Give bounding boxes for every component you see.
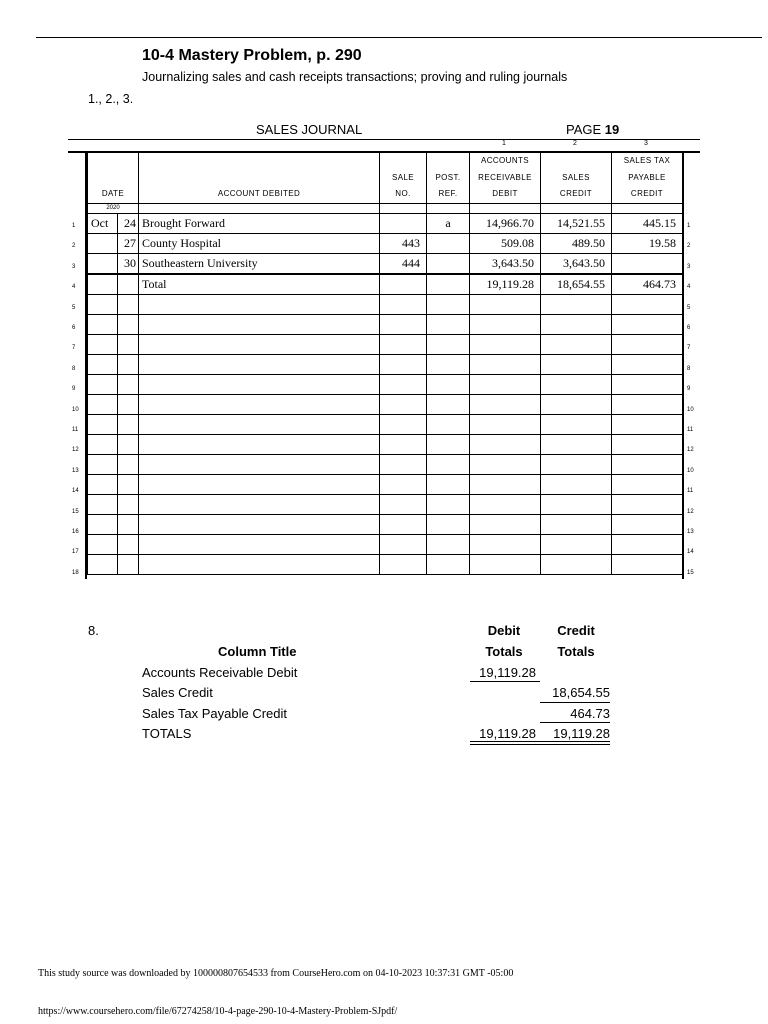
footer-source-note: This study source was downloaded by 100000807654533 from CourseHero.com on 04-10-2023 10:37:31 GMT -05:00 <box>38 968 514 979</box>
header-tax-line1: SALES TAX <box>623 156 671 165</box>
row-number-right: 11 <box>687 488 694 495</box>
row-number-left: 10 <box>72 406 79 413</box>
sales-credit-cell[interactable] <box>541 334 612 354</box>
row-number-right: 13 <box>687 529 694 535</box>
row-number-right: 1 <box>687 223 691 229</box>
ar-debit-cell[interactable] <box>470 314 541 334</box>
debit-header-2: Totals <box>485 644 523 659</box>
sale-no-cell[interactable] <box>380 454 427 474</box>
post-ref-cell[interactable] <box>427 494 470 514</box>
row-number-left: 16 <box>72 529 79 535</box>
column-number-3: 3 <box>644 140 648 147</box>
sales-credit-cell[interactable]: 18,654.55 <box>541 274 612 295</box>
tax-credit-cell[interactable] <box>612 354 683 374</box>
row-number-left: 13 <box>72 467 79 474</box>
sale-no-cell[interactable] <box>380 354 427 374</box>
year-label: 2020 <box>88 203 139 213</box>
summary-label-ar: Accounts Receivable Debit <box>142 665 298 680</box>
post-ref-cell[interactable] <box>427 274 470 295</box>
row-number-right: 4 <box>687 284 691 291</box>
journal-row <box>88 514 683 534</box>
row-number-right: 6 <box>687 325 691 331</box>
tax-credit-cell[interactable]: 445.15 <box>612 213 683 233</box>
sale-no-cell[interactable] <box>380 274 427 295</box>
summary-label-sales: Sales Credit <box>142 685 213 700</box>
sale-no-cell[interactable] <box>380 534 427 554</box>
date-day-cell[interactable] <box>118 314 139 334</box>
date-month-cell[interactable] <box>88 534 118 554</box>
header-tax-credit <box>612 153 683 204</box>
row-number-left: 7 <box>72 345 76 352</box>
date-day-cell[interactable] <box>118 274 139 295</box>
row-number-right: 10 <box>687 467 694 474</box>
date-day-cell[interactable] <box>118 414 139 434</box>
header-tax-line3: CREDIT <box>630 189 664 198</box>
post-ref-cell[interactable] <box>427 233 470 253</box>
parts-label: 1., 2., 3. <box>88 92 134 106</box>
date-month-cell[interactable] <box>88 374 118 394</box>
ar-debit-cell[interactable]: 3,643.50 <box>470 253 541 274</box>
header-sales-credit <box>541 153 612 204</box>
post-ref-cell[interactable] <box>427 253 470 274</box>
row-number-right: 11 <box>687 427 694 433</box>
post-ref-cell[interactable] <box>427 354 470 374</box>
sales-credit-cell[interactable] <box>541 394 612 414</box>
page-number: 19 <box>604 122 620 137</box>
credit-header-1: Credit <box>557 623 595 638</box>
post-ref-cell[interactable] <box>427 474 470 494</box>
account-cell[interactable] <box>139 554 380 574</box>
journal-rule-top <box>68 139 700 140</box>
post-ref-cell[interactable] <box>427 394 470 414</box>
post-ref-cell[interactable] <box>427 554 470 574</box>
post-ref-cell[interactable] <box>427 294 470 314</box>
date-month-cell[interactable] <box>88 334 118 354</box>
date-month-cell[interactable] <box>88 414 118 434</box>
post-ref-cell[interactable] <box>427 334 470 354</box>
journal-row <box>88 554 683 574</box>
row-number-left: 12 <box>72 447 79 454</box>
sale-no-cell[interactable] <box>380 554 427 574</box>
row-number-right: 5 <box>687 304 691 311</box>
date-day-cell[interactable] <box>118 294 139 314</box>
top-rule <box>36 37 762 38</box>
account-cell[interactable] <box>139 314 380 334</box>
sale-no-cell[interactable] <box>380 514 427 534</box>
journal-row <box>88 494 683 514</box>
header-account-debited: ACCOUNT DEBITED <box>139 153 380 204</box>
journal-body <box>88 213 683 574</box>
header-sale-no-line1: SALE <box>391 172 415 182</box>
date-day-cell[interactable] <box>118 554 139 574</box>
date-day-cell[interactable] <box>118 394 139 414</box>
footer-url[interactable]: https://www.coursehero.com/file/67274258/10-4-page-290-10-4-Mastery-Problem-SJpdf/ <box>38 1006 398 1017</box>
journal-row <box>88 213 683 233</box>
row-number-right: 10 <box>687 406 694 413</box>
journal-header-row <box>88 153 683 204</box>
post-ref-cell[interactable] <box>427 374 470 394</box>
account-cell[interactable]: County Hospital <box>139 233 380 253</box>
tax-credit-cell[interactable] <box>612 494 683 514</box>
sales-credit-cell[interactable] <box>541 474 612 494</box>
tax-credit-cell[interactable] <box>612 434 683 454</box>
sale-no-cell[interactable]: 444 <box>380 253 427 274</box>
journal-row <box>88 274 683 295</box>
sale-no-cell[interactable] <box>380 474 427 494</box>
header-ar-line2: RECEIVABLE <box>478 172 532 182</box>
tax-credit-cell[interactable] <box>612 374 683 394</box>
account-cell[interactable]: Brought Forward <box>139 213 380 233</box>
tax-credit-cell[interactable] <box>612 294 683 314</box>
journal-title: SALES JOURNAL <box>256 122 363 137</box>
date-day-cell[interactable] <box>118 374 139 394</box>
row-number-left: 1 <box>72 223 76 229</box>
ar-debit-cell[interactable] <box>470 354 541 374</box>
sales-credit-cell[interactable] <box>541 354 612 374</box>
row-number-right: 3 <box>687 263 691 270</box>
post-ref-cell[interactable] <box>427 514 470 534</box>
tax-credit-cell[interactable] <box>612 474 683 494</box>
post-ref-cell[interactable] <box>427 414 470 434</box>
date-day-cell[interactable]: 27 <box>118 233 139 253</box>
date-month-cell[interactable] <box>88 354 118 374</box>
journal-row <box>88 233 683 253</box>
date-month-cell[interactable] <box>88 494 118 514</box>
post-ref-cell[interactable] <box>427 454 470 474</box>
row-number-right: 8 <box>687 365 691 372</box>
date-day-cell[interactable] <box>118 434 139 454</box>
date-month-cell[interactable] <box>88 294 118 314</box>
row-number-left: 2 <box>72 243 76 250</box>
ar-debit-cell[interactable]: 509.08 <box>470 233 541 253</box>
summary-debit-ar: 19,119.28 <box>479 665 536 680</box>
sales-journal-table <box>87 152 683 575</box>
summary-debit-total: 19,119.28 <box>479 726 536 741</box>
ar-debit-cell[interactable] <box>470 554 541 574</box>
header-sale-no <box>380 153 427 204</box>
account-cell[interactable]: Southeastern University <box>139 253 380 274</box>
sale-no-cell[interactable] <box>380 294 427 314</box>
sales-credit-cell[interactable] <box>541 414 612 434</box>
sales-credit-cell[interactable] <box>541 454 612 474</box>
sales-credit-cell[interactable]: 14,521.55 <box>541 213 612 233</box>
date-day-cell[interactable] <box>118 354 139 374</box>
sales-credit-cell[interactable]: 489.50 <box>541 233 612 253</box>
ar-debit-cell[interactable] <box>470 334 541 354</box>
header-ar-line1: ACCOUNTS <box>480 156 530 165</box>
row-number-left: 17 <box>72 549 79 556</box>
page-label: PAGE <box>566 122 602 137</box>
summary-label-tax: Sales Tax Payable Credit <box>142 706 288 721</box>
sales-credit-cell[interactable] <box>541 294 612 314</box>
tax-credit-cell[interactable] <box>612 554 683 574</box>
date-day-cell[interactable] <box>118 534 139 554</box>
post-ref-cell[interactable] <box>427 534 470 554</box>
row-number-right: 12 <box>687 508 694 515</box>
date-month-cell[interactable] <box>88 253 118 274</box>
date-day-cell[interactable] <box>118 514 139 534</box>
sales-credit-cell[interactable] <box>541 494 612 514</box>
date-day-cell[interactable] <box>118 334 139 354</box>
row-number-right: 7 <box>687 345 691 352</box>
summary-label-totals: TOTALS <box>142 726 192 741</box>
date-day-cell[interactable]: 30 <box>118 253 139 274</box>
summary-double-underline <box>470 741 610 745</box>
date-day-cell[interactable] <box>118 474 139 494</box>
summary-credit-sales: 18,654.55 <box>552 685 610 700</box>
row-number-right: 14 <box>687 549 694 556</box>
header-post-ref <box>427 153 470 204</box>
ar-debit-cell[interactable] <box>470 454 541 474</box>
sale-no-cell[interactable] <box>380 394 427 414</box>
account-cell[interactable] <box>139 474 380 494</box>
header-sales-line2: CREDIT <box>559 189 593 198</box>
column-number-1: 1 <box>502 140 506 147</box>
row-number-left: 11 <box>72 427 79 433</box>
column-title-header: Column Title <box>218 644 297 659</box>
tax-credit-cell[interactable]: 464.73 <box>612 274 683 295</box>
header-sale-no-line2: NO. <box>395 189 411 198</box>
summary-credit-tax: 464.73 <box>570 706 610 721</box>
date-month-cell[interactable] <box>88 474 118 494</box>
account-cell[interactable] <box>139 494 380 514</box>
post-ref-cell[interactable] <box>427 434 470 454</box>
header-post-ref-line2: REF. <box>438 189 458 198</box>
row-number-left: 18 <box>72 569 79 576</box>
account-cell[interactable] <box>139 514 380 534</box>
sale-no-cell[interactable] <box>380 334 427 354</box>
debit-header-1: Debit <box>487 623 521 638</box>
date-month-cell[interactable]: Oct <box>88 213 118 233</box>
date-day-cell[interactable] <box>118 454 139 474</box>
ar-debit-cell[interactable] <box>470 294 541 314</box>
row-number-left: 5 <box>72 304 76 311</box>
tax-credit-cell[interactable]: 19.58 <box>612 233 683 253</box>
row-number-right: 9 <box>687 386 691 393</box>
post-ref-cell[interactable]: a <box>427 213 470 233</box>
journal-page <box>566 122 619 137</box>
date-month-cell[interactable] <box>88 274 118 295</box>
ar-debit-cell[interactable] <box>470 494 541 514</box>
summary-underline-2 <box>540 702 610 703</box>
account-cell[interactable]: Total <box>139 274 380 295</box>
header-ar-debit <box>470 153 541 204</box>
ar-debit-cell[interactable] <box>470 534 541 554</box>
date-day-cell[interactable]: 24 <box>118 213 139 233</box>
credit-header-2: Totals <box>557 644 595 659</box>
tax-credit-cell[interactable] <box>612 414 683 434</box>
account-cell[interactable] <box>139 354 380 374</box>
summary-underline-1 <box>470 681 540 682</box>
sale-no-cell[interactable] <box>380 374 427 394</box>
journal-row <box>88 314 683 334</box>
journal-row <box>88 474 683 494</box>
sales-credit-cell[interactable] <box>541 314 612 334</box>
account-cell[interactable] <box>139 294 380 314</box>
journal-year-row <box>88 203 683 213</box>
tax-credit-cell[interactable] <box>612 253 683 274</box>
problem-subtitle: Journalizing sales and cash receipts transactions; proving and ruling journals <box>142 70 568 84</box>
journal-row <box>88 414 683 434</box>
sales-credit-cell[interactable]: 3,643.50 <box>541 253 612 274</box>
header-sales-line1: SALES <box>562 172 590 182</box>
journal-row <box>88 394 683 414</box>
tax-credit-cell[interactable] <box>612 534 683 554</box>
date-month-cell[interactable] <box>88 434 118 454</box>
date-month-cell[interactable] <box>88 554 118 574</box>
date-month-cell[interactable] <box>88 233 118 253</box>
account-cell[interactable] <box>139 394 380 414</box>
journal-row <box>88 334 683 354</box>
tax-credit-cell[interactable] <box>612 394 683 414</box>
journal-row <box>88 374 683 394</box>
header-post-ref-line1: POST. <box>435 172 461 182</box>
sale-no-cell[interactable]: 443 <box>380 233 427 253</box>
date-month-cell[interactable] <box>88 454 118 474</box>
date-month-cell[interactable] <box>88 514 118 534</box>
ar-debit-cell[interactable]: 14,966.70 <box>470 213 541 233</box>
sale-no-cell[interactable] <box>380 414 427 434</box>
ar-debit-cell[interactable]: 19,119.28 <box>470 274 541 295</box>
summary-underline-3 <box>540 722 610 723</box>
date-month-cell[interactable] <box>88 394 118 414</box>
account-cell[interactable] <box>139 414 380 434</box>
account-cell[interactable] <box>139 534 380 554</box>
tax-credit-cell[interactable] <box>612 314 683 334</box>
sales-credit-cell[interactable] <box>541 534 612 554</box>
row-number-right: 15 <box>687 569 694 576</box>
sale-no-cell[interactable] <box>380 434 427 454</box>
row-number-left: 14 <box>72 488 79 495</box>
tax-credit-cell[interactable] <box>612 514 683 534</box>
sales-credit-cell[interactable] <box>541 554 612 574</box>
account-cell[interactable] <box>139 334 380 354</box>
tax-credit-cell[interactable] <box>612 454 683 474</box>
sale-no-cell[interactable] <box>380 314 427 334</box>
row-number-left: 6 <box>72 325 76 331</box>
sales-credit-cell[interactable] <box>541 514 612 534</box>
ar-debit-cell[interactable] <box>470 474 541 494</box>
header-ar-line3: DEBIT <box>492 189 518 198</box>
section-8-label: 8. <box>88 623 99 638</box>
ar-debit-cell[interactable] <box>470 394 541 414</box>
journal-row <box>88 354 683 374</box>
header-tax-line2: PAYABLE <box>628 172 666 182</box>
summary-credit-total: 19,119.28 <box>553 726 610 741</box>
journal-row <box>88 253 683 274</box>
journal-row <box>88 454 683 474</box>
tax-credit-cell[interactable] <box>612 334 683 354</box>
ar-debit-cell[interactable] <box>470 514 541 534</box>
row-number-left: 8 <box>72 365 76 372</box>
ar-debit-cell[interactable] <box>470 414 541 434</box>
date-day-cell[interactable] <box>118 494 139 514</box>
sale-no-cell[interactable] <box>380 213 427 233</box>
row-number-left: 4 <box>72 284 76 291</box>
ar-debit-cell[interactable] <box>470 374 541 394</box>
row-number-left: 15 <box>72 508 79 515</box>
account-cell[interactable] <box>139 454 380 474</box>
row-number-left: 3 <box>72 263 76 270</box>
sale-no-cell[interactable] <box>380 494 427 514</box>
column-number-2: 2 <box>573 140 577 147</box>
journal-row <box>88 434 683 454</box>
header-date: DATE <box>88 153 139 204</box>
row-number-right: 12 <box>687 447 694 454</box>
problem-title: 10-4 Mastery Problem, p. 290 <box>142 47 362 64</box>
row-number-right: 2 <box>687 243 691 250</box>
date-month-cell[interactable] <box>88 314 118 334</box>
row-number-left: 9 <box>72 386 76 393</box>
sales-credit-cell[interactable] <box>541 434 612 454</box>
account-cell[interactable] <box>139 434 380 454</box>
account-cell[interactable] <box>139 374 380 394</box>
ar-debit-cell[interactable] <box>470 434 541 454</box>
sales-credit-cell[interactable] <box>541 374 612 394</box>
post-ref-cell[interactable] <box>427 314 470 334</box>
journal-row <box>88 534 683 554</box>
journal-row <box>88 294 683 314</box>
